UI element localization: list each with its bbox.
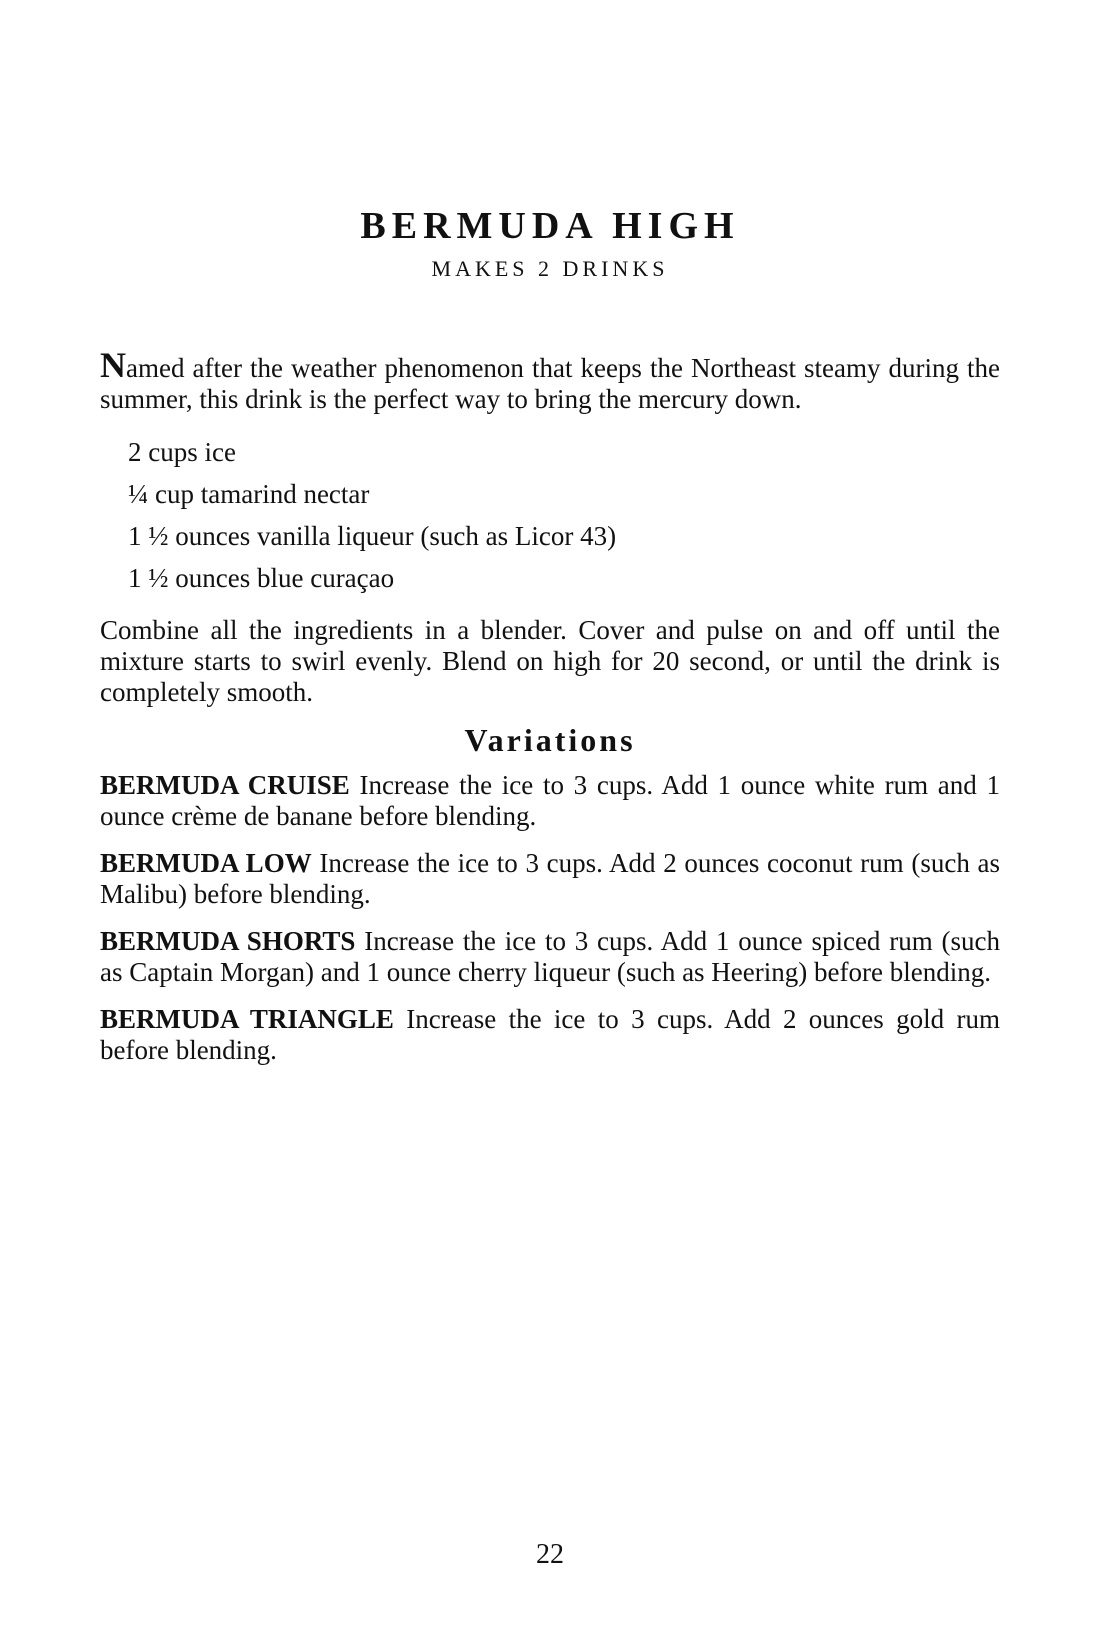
ingredients-list: [100, 437, 1000, 594]
variation-name: BERMUDA TRIANGLE: [100, 1004, 394, 1034]
variation-item: [100, 1004, 1000, 1066]
recipe-directions: Combine all the ingredients in a blender. Cover and pulse on and off until the mixture starts to swirl evenly. Blend on high for 20 second, or until the drink is completely smooth.: [100, 615, 1000, 707]
variation-item: [100, 770, 1000, 832]
variation-text: Increase the ice to 3 cups. Add 2 ounces coconut rum (such as Malibu) before blending.: [100, 848, 1000, 909]
recipe-title: BERMUDA HIGH: [360, 205, 740, 247]
variation-name: BERMUDA CRUISE: [100, 770, 350, 800]
ingredient-item: 1 ½ ounces vanilla liqueur (such as Licor 43): [128, 521, 617, 551]
variation-item: [100, 926, 1000, 988]
recipe-intro: [100, 345, 1000, 415]
ingredient-item: 1 ½ ounces blue curaçao: [128, 563, 395, 593]
variation-name: BERMUDA LOW: [100, 848, 312, 878]
ingredient-item: ¼ cup tamarind nectar: [128, 479, 370, 509]
variation-text: Increase the ice to 3 cups. Add 1 ounce spiced rum (such as Captain Morgan) and 1 ounce cherry liqueur (such as Heering) before blending.: [100, 926, 1000, 987]
variations-heading: Variations: [464, 722, 636, 758]
page-number: 22: [536, 1539, 564, 1570]
intro-text: amed after the weather phenomenon that keeps the Northeast steamy during the summer, this drink is the perfect way to bring the mercury down.: [100, 353, 1000, 414]
recipe-yield: MAKES 2 DRINKS: [431, 256, 669, 281]
variation-text: Increase the ice to 3 cups. Add 2 ounces gold rum before blending.: [100, 1004, 1000, 1065]
variation-text: Increase the ice to 3 cups. Add 1 ounce white rum and 1 ounce crème de banane before blending.: [100, 770, 1000, 831]
variation-name: BERMUDA SHORTS: [100, 926, 356, 956]
recipe-body: [100, 345, 1000, 1082]
ingredient-item: 2 cups ice: [128, 437, 236, 467]
intro-dropcap: N: [100, 345, 126, 385]
variation-item: [100, 848, 1000, 910]
